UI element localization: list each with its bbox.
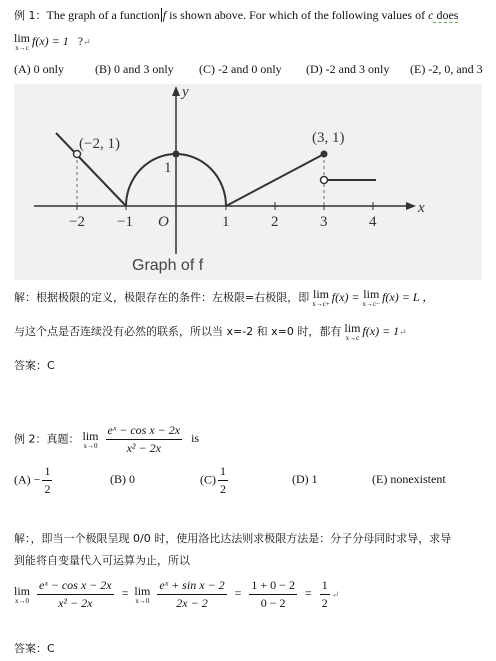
choice-a: (A) 0 only	[14, 62, 64, 76]
choice-c: (C) -2 and 0 only	[199, 62, 282, 76]
derivation-step3: $\frac{1 + 0 - 2}{0 - 2}$	[251, 578, 295, 610]
derivation-result: $\frac{1}{2}$	[321, 578, 328, 610]
solution2-answer: 答案：C	[14, 642, 55, 655]
solution1-line2-text: 与这个点是否连续没有必然的联系，所以当 x=-2 和 x=0 时，都有	[14, 324, 342, 338]
question-f: f	[162, 8, 167, 22]
solution1-answer: 答案：C	[14, 359, 55, 372]
limit-operator: lim x→c	[14, 31, 31, 52]
x-axis-label: x	[418, 200, 425, 216]
tick-label-neg1: −1	[117, 214, 133, 230]
solution1-mid: f(x) =	[331, 290, 360, 304]
graph-caption: Graph of f	[132, 257, 204, 274]
solution1-line1	[14, 288, 434, 308]
question-text-b: is shown above. For which of the following values of	[166, 8, 429, 22]
tick-label-neg2: −2	[69, 214, 85, 230]
solution2-derivation: lim x→0 $\frac{\text{eˣ − cos x − 2x}}{\text{x² − 2x}}$ = lim x→0 $\frac{\text{eˣ + sin x − 2}}{2x - 2}$ = $\frac{1 + 0 - 2}{0 - 2}$ = $\frac{1}{2}$ ↵	[14, 578, 340, 610]
choice2-c: (C) $\frac{1}{2}$	[200, 464, 226, 496]
y-tick-label-1: 1	[164, 160, 172, 176]
tick-label-4: 4	[369, 214, 377, 230]
solution2-line2: 到能将自变量代入可运算为止，所以	[14, 554, 190, 567]
example2-tail: is	[191, 431, 200, 446]
x-axis-arrow	[406, 202, 416, 210]
tick-label-1: 1	[222, 214, 230, 230]
origin-label: O	[158, 214, 169, 230]
example2-header: 例 2：真题：	[14, 432, 80, 446]
choice-e: (E) -2, 0, and 3	[410, 62, 483, 76]
example1-limit: lim x→c f(x) = 1 ?↵	[14, 31, 91, 52]
derivation-lim-1: lim x→0	[14, 583, 31, 605]
solution1-line2-end: f(x) = 1	[362, 323, 400, 338]
derivation-step1: $\frac{\text{eˣ − cos x − 2x}}{\text{x² − 2x}}$	[39, 578, 112, 610]
question-text-c: does	[433, 8, 459, 22]
choice2-a: (A) − $\frac{1}{2}$	[14, 464, 51, 496]
choice2-d: (D) 1	[292, 472, 318, 486]
point-label-3: (3, 1)	[312, 130, 345, 146]
choice-d: (D) -2 and 3 only	[306, 62, 390, 76]
solution1-lim-right: lim x→c+	[312, 287, 330, 309]
derivation-step2: $\frac{\text{eˣ + sin x − 2}}{2x - 2}$	[159, 578, 225, 610]
open-point-3	[321, 177, 328, 184]
question-c: c	[428, 8, 434, 22]
solution1-line2: 与这个点是否连续没有必然的联系，所以当 x=-2 和 x=0 时，都有 lim x→c f(x) = 1↵	[14, 321, 407, 342]
solution1-lim-left: lim x→c−	[362, 287, 381, 309]
derivation-lim-2: lim x→0	[134, 583, 151, 605]
y-axis-arrow	[172, 86, 180, 96]
choice2-e: (E) nonexistent	[372, 472, 446, 486]
limit-body: f(x) = 1	[32, 33, 69, 48]
tick-label-3: 3	[320, 214, 328, 230]
choice2-b: (B) 0	[110, 472, 135, 486]
closed-point-3	[321, 151, 328, 158]
tick-label-2: 2	[271, 214, 279, 230]
graph-svg	[14, 84, 482, 280]
solution1-end: f(x) = L ，	[382, 290, 435, 304]
example1-question	[14, 7, 458, 23]
example2-fraction: $\frac{\text{eˣ − cos x − 2x}}{\text{x² − 2x}}$	[107, 423, 181, 455]
segment-right	[226, 154, 324, 206]
limit-tail: ?	[77, 33, 84, 48]
example2-question	[14, 423, 199, 456]
choice-b: (B) 0 and 3 only	[95, 62, 174, 76]
example2-lim: lim x→0	[82, 428, 99, 450]
y-axis-label: y	[182, 84, 189, 100]
solution1-text: 解：根据极限的定义，极限存在的条件：左极限=右极限，即	[14, 291, 310, 304]
example1-header: 例 1：	[14, 9, 47, 22]
closed-point-0	[173, 151, 180, 158]
function-graph	[14, 84, 482, 280]
point-label-neg2: (−2, 1)	[79, 136, 120, 152]
solution2-line1: 解：，即当一个极限呈现 0/0 时，使用洛比达法则求极限方法是：分子分母同时求导，求导	[14, 532, 452, 545]
question-text-a: The graph of a function	[46, 8, 160, 22]
solution1-line2-lim: lim x→c	[344, 321, 361, 342]
